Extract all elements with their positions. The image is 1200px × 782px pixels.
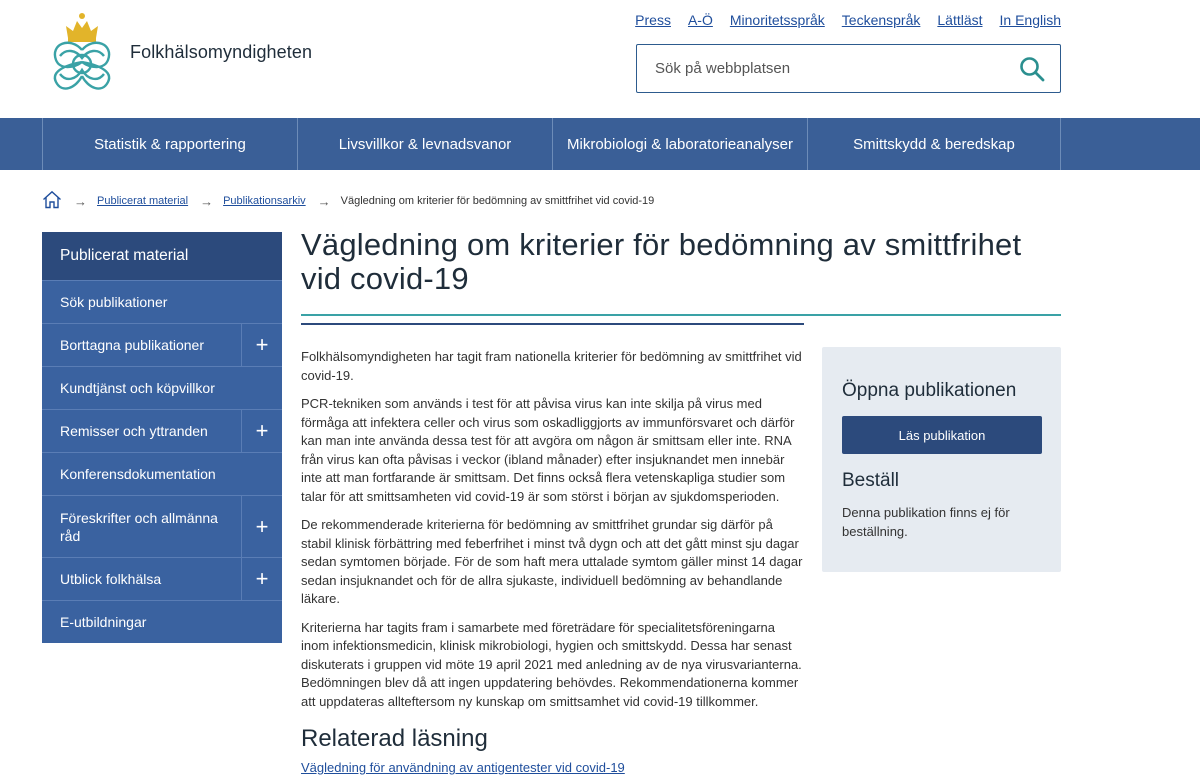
breadcrumb-current: Vägledning om kriterier för bedömning av smittfrihet vid covid-19	[340, 195, 655, 207]
arrow-right-icon: →	[317, 193, 331, 209]
sidebar-item-borttagna-publikationer[interactable]	[42, 323, 282, 366]
sidebar-item-label: Borttagna publikationer	[60, 337, 204, 353]
publication-box	[822, 347, 1061, 572]
paragraph: PCR-tekniken som används i test för att påvisa virus kan inte skilja på virus med förmåga att infektera celler och virus som oskadliggjorts av immunförsvaret och därför kan man inte använda dessa test för att avgöra om någon är smittsam eller inte. RNA från virus kan ofta påvisas i veckor (ibland månader) efter insjuknandet men innebär inte att man fortfarande är smittsam. Det finns också flera vetenskapliga studier som talar för att smittsamheten vid covid-19 är som störst i början av sjukdomsperioden.	[301, 396, 795, 504]
arrow-right-icon: →	[200, 193, 214, 209]
page-title: Vägledning om kriterier för bedömning av smittfrihet vid covid-19	[301, 227, 1022, 296]
home-icon[interactable]	[42, 190, 62, 212]
breadcrumb	[42, 190, 654, 212]
breadcrumb-publicerat-material[interactable]: Publicerat material	[97, 195, 189, 207]
sidebar-item-label: Konferensdokumentation	[60, 466, 216, 482]
sidebar-item-konferensdokumentation[interactable]	[42, 452, 282, 495]
link-lattlast[interactable]: Lättläst	[937, 12, 983, 28]
read-publication-button[interactable]: Läs publikation	[842, 416, 1042, 454]
order-heading: Beställ	[842, 470, 900, 491]
title-divider	[301, 314, 1061, 316]
article-body	[301, 348, 804, 777]
nav-statistik[interactable]: Statistik & rapportering	[42, 118, 297, 170]
plus-icon[interactable]: +	[241, 324, 282, 366]
logo-crown-icon	[42, 8, 122, 96]
sidebar-item-utblick-folkhalsa[interactable]	[42, 557, 282, 600]
link-in-english[interactable]: In English	[999, 12, 1061, 28]
main-navigation	[0, 118, 1200, 170]
breadcrumb-publikationsarkiv[interactable]: Publikationsarkiv	[223, 195, 306, 207]
nav-mikrobiologi[interactable]: Mikrobiologi & laboratorieanalyser	[552, 118, 807, 170]
utility-links	[635, 12, 1061, 28]
sidebar-item-foreskrifter[interactable]	[42, 495, 282, 557]
sidebar-item-label: Föreskrifter och allmänna råd	[60, 509, 218, 544]
sidebar	[42, 232, 282, 643]
related-reading-heading: Relaterad läsning	[301, 725, 488, 752]
link-minoritetssprak[interactable]: Minoritetsspråk	[729, 12, 825, 28]
intro-divider	[301, 323, 804, 325]
link-press[interactable]: Press	[635, 12, 671, 28]
search-input[interactable]	[637, 45, 1004, 92]
plus-icon[interactable]: +	[241, 410, 282, 452]
site-logo[interactable]	[42, 8, 312, 96]
sidebar-item-label: Utblick folkhälsa	[60, 571, 162, 587]
sidebar-item-sok-publikationer[interactable]	[42, 280, 282, 323]
nav-livsvillkor[interactable]: Livsvillkor & levnadsvanor	[297, 118, 552, 170]
open-publication-heading: Öppna publikationen	[842, 380, 1017, 401]
sidebar-item-e-utbildningar[interactable]	[42, 600, 282, 643]
related-link-antigentester[interactable]: Vägledning för användning av antigentester vid covid-19	[301, 760, 625, 775]
search-icon[interactable]	[1004, 45, 1060, 92]
nav-smittskydd[interactable]: Smittskydd & beredskap	[807, 118, 1061, 170]
sidebar-item-kundtjanst[interactable]	[42, 366, 282, 409]
order-text: Denna publikation finns ej för beställning.	[842, 505, 1010, 539]
sidebar-item-label: E-utbildningar	[60, 614, 147, 630]
main-content	[301, 227, 1061, 775]
paragraph: De rekommenderade kriterierna för bedömning av smittfrihet grundar sig därför på stabil klinisk förbättring med feberfrihet i minst två dygn och att det gått minst sju dagar sedan symtomen började. För de som haft mera uttalade symtom gäller minst 14 dagar sedan insjuknandet och för de allra sjukaste, individuell bedömning av behandlande läkare.	[301, 517, 803, 606]
sidebar-item-remisser[interactable]	[42, 409, 282, 452]
site-header	[0, 0, 1200, 118]
plus-icon[interactable]: +	[241, 558, 282, 600]
arrow-right-icon: →	[74, 193, 87, 209]
link-a-o[interactable]: A-Ö	[687, 12, 713, 28]
paragraph: Kriterierna har tagits fram i samarbete med företrädare för specialitetsföreningarna inom infektionsmedicin, klinisk mikrobiologi, hygien och smittskydd. Dessa har senast diskuterats i gruppen vid möte 19 april 2021 med anledning av de nya virusvarianterna. Bedömningen blev då att ingen uppdatering behövdes. Rekommendationerna kommer att uppdateras allteftersom ny kunskap om smittsamhet vid covid-19 tillkommer.	[301, 619, 802, 709]
sidebar-item-label: Kundtjänst och köpvillkor	[60, 380, 215, 396]
plus-icon[interactable]: +	[241, 496, 282, 557]
link-teckensprak[interactable]: Teckenspråk	[841, 12, 921, 28]
sidebar-heading[interactable]: Publicerat material	[42, 232, 282, 280]
sidebar-item-label: Sök publikationer	[60, 294, 168, 310]
sidebar-item-label: Remisser och yttranden	[60, 423, 208, 439]
search-box	[636, 44, 1061, 93]
logo-text: Folkhälsomyndigheten	[130, 41, 313, 62]
paragraph: Folkhälsomyndigheten har tagit fram nationella kriterier för bedömning av smittfrihet vid covid-19.	[301, 349, 802, 383]
